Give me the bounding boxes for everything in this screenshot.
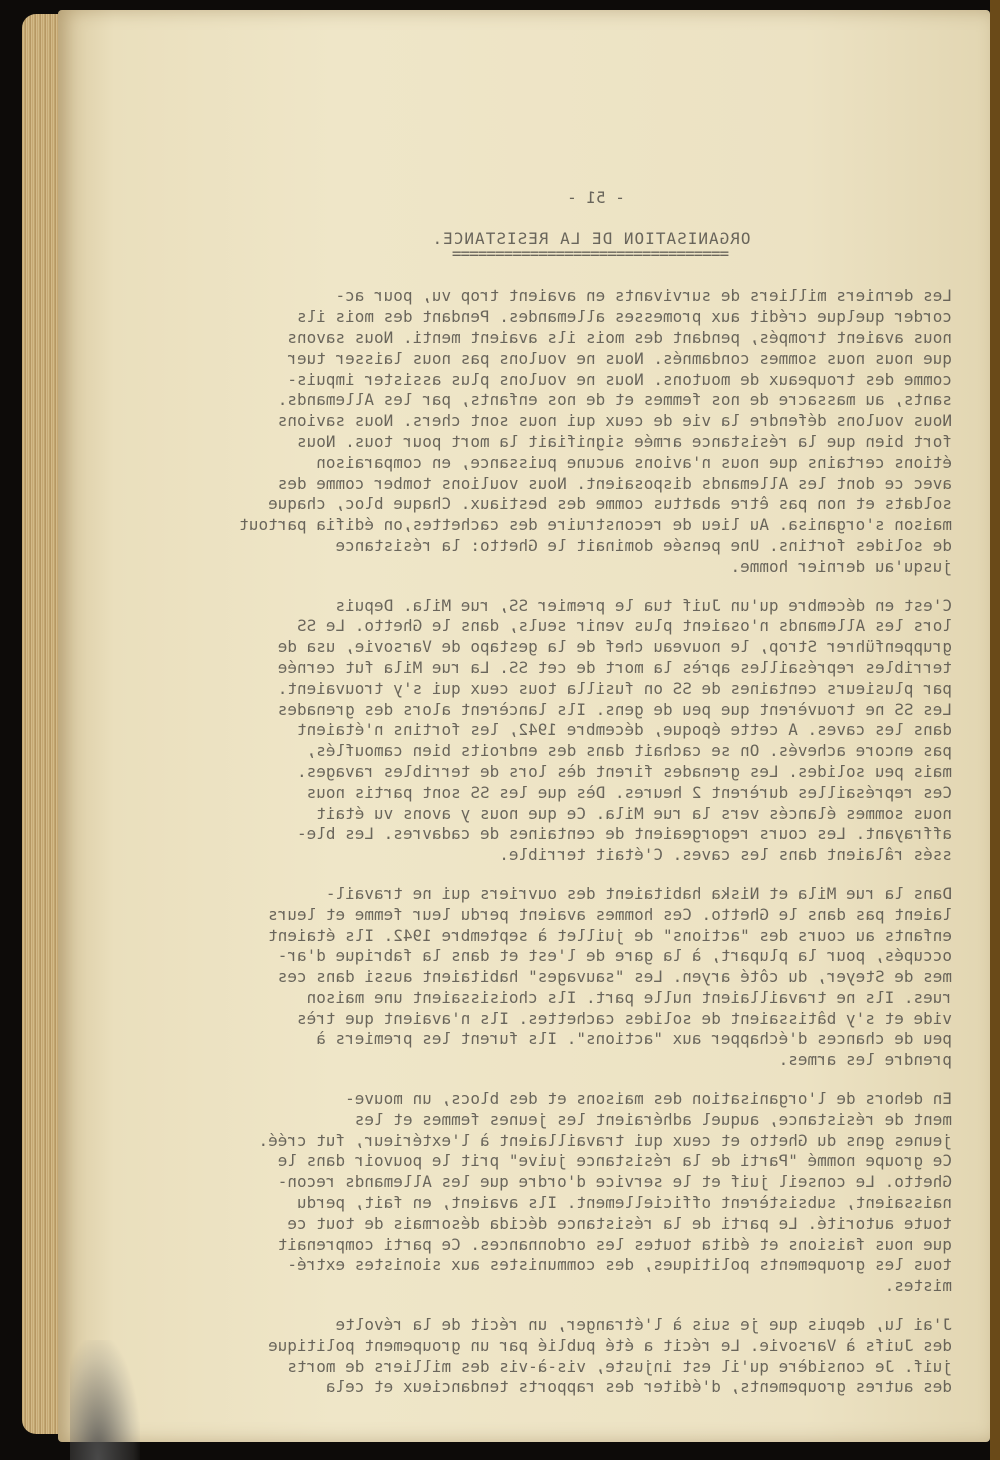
paragraph-5: J'ai lu, depuis que je suis à l'étranger, un récit de la révolte des Juifs à Varsovie. Le récit a été publié par un groupement politique juif. Je considère qu'il est injuste, vis-à-vis des milliers de morts des autres groupements, d'éditer des rapports tendancieux et cela — [268, 1315, 952, 1397]
binding-strip — [990, 0, 1000, 1460]
paragraph-1: Les derniers milliers de survivants en avaient trop vu, pour ac- corder quelque crédit aux promesses allemandes. Pendant des mois ils nous avaient trompés, pendant des mois ils avaient menti. Nous savons que nous nous sommes condamnés. Nous ne voulons pas nous laisser tuer comme des troupeaux de moutons. Nous ne voulons plus assister impuis- sants, au massacre de nos femmes et de nos enfants, par les Allemands. Nous voulons défendre la vie de ceux qui nous sont chers. Nous savions fort bien que la résistance armée signifiait la mort pour tous. Nous étions certains que nous n'avions aucune puissance, en comparaison avec ce dont les Allemands disposaient. Nous voulions tomber comme des soldats et non pas être abattus comme des bestiaux. Chaque bloc, chaque maison s'organisa. Au lieu de reconstruire des cachettes,on édifia partout de solides fortins. Une pensée dominait le Ghetto: la résistance jusqu'au dernier homme. — [239, 286, 952, 576]
page-title: ORGANISATION DE LA RESISTANCE. — [431, 228, 751, 248]
thumb-shadow — [70, 1340, 140, 1460]
paragraph-4: En dehors de l'organisation des maisons et des blocs, un mouve- ment de résistance, auquel adhéraient les jeunes femmes et les jeunes gens du Ghetto et ceux qui travaillaient à l'extérieur, fut créé. Ce groupe nommé "Parti de la résistance juive" prit le pouvoir dans le Ghetto. Le conseil juif et le service d'ordre que les Allemands recon- naissaient, subsistèrent officiellement. Ils avaient, en fait, perdu toute autorité. Le parti de la résistance décida désormais de tout ce que nous faisions et édita toutes les ordonnances. Ce parti comprenait tous les groupements politiques, des communistes aux sionistes extré- mistes. — [258, 1089, 952, 1296]
paragraph-3: Dans la rue Mila et Niska habitaient des ouvriers qui ne travail- laient pas dans le Ghetto. Ces hommes avaient perdu leur femme et leurs enfants au cours des "actions" de juillet à septembre 1942. Ils étaient occupés, pour la plupart, à la gare de l'est et dans la fabrique d'ar- mes de Steyer, du côté aryen. Les "sauvages" habitaient aussi dans ces rues. Ils ne travaillaient nulle part. Ils choisissaient une maison vide et s'y bâtissaient de solides cachettes. Ils n'avaient que très peu de chances d'échapper aux "actions". Ils furent les premiers à prendre les armes. — [268, 883, 952, 1070]
page-number: - 51 - — [567, 188, 625, 207]
paragraph-2: C'est en décembre qu'un Juif tua le premier SS, rue Mila. Depuis lors les Allemands n'osaient plus venir seuls, dans le Ghetto. Le SS gruppenführer Strop, le nouveau chef de la gestapo de Varsovie, usa de terribles représailles après la mort de cet SS. La rue Mila fut cernée par plusieurs centaines de SS on fusilla tous ceux qui s'y trouvaient. Les SS ne trouvèrent que peu de gens. Ils lancèrent alors des grenades dans les caves. A cette époque, décembre 1942, les fortins n'étaient pas encore achevés. On se cachait dans des endroits bien camouflés, mais peu solides. Les grenades firent dès lors de terribles ravages. Ces représailles durèrent 2 heures. Dès que les SS sont partis nous nous sommes élancés vers la rue Mila. Ce que nous y avons vu était affrayant. Les cours regorgeaient de centaines de cadavres. Les ble- ssés râlaient dans les caves. C'était terrible. — [277, 595, 952, 865]
title-underline: ================================ — [452, 243, 730, 263]
show-through-text — [120, 188, 952, 1418]
